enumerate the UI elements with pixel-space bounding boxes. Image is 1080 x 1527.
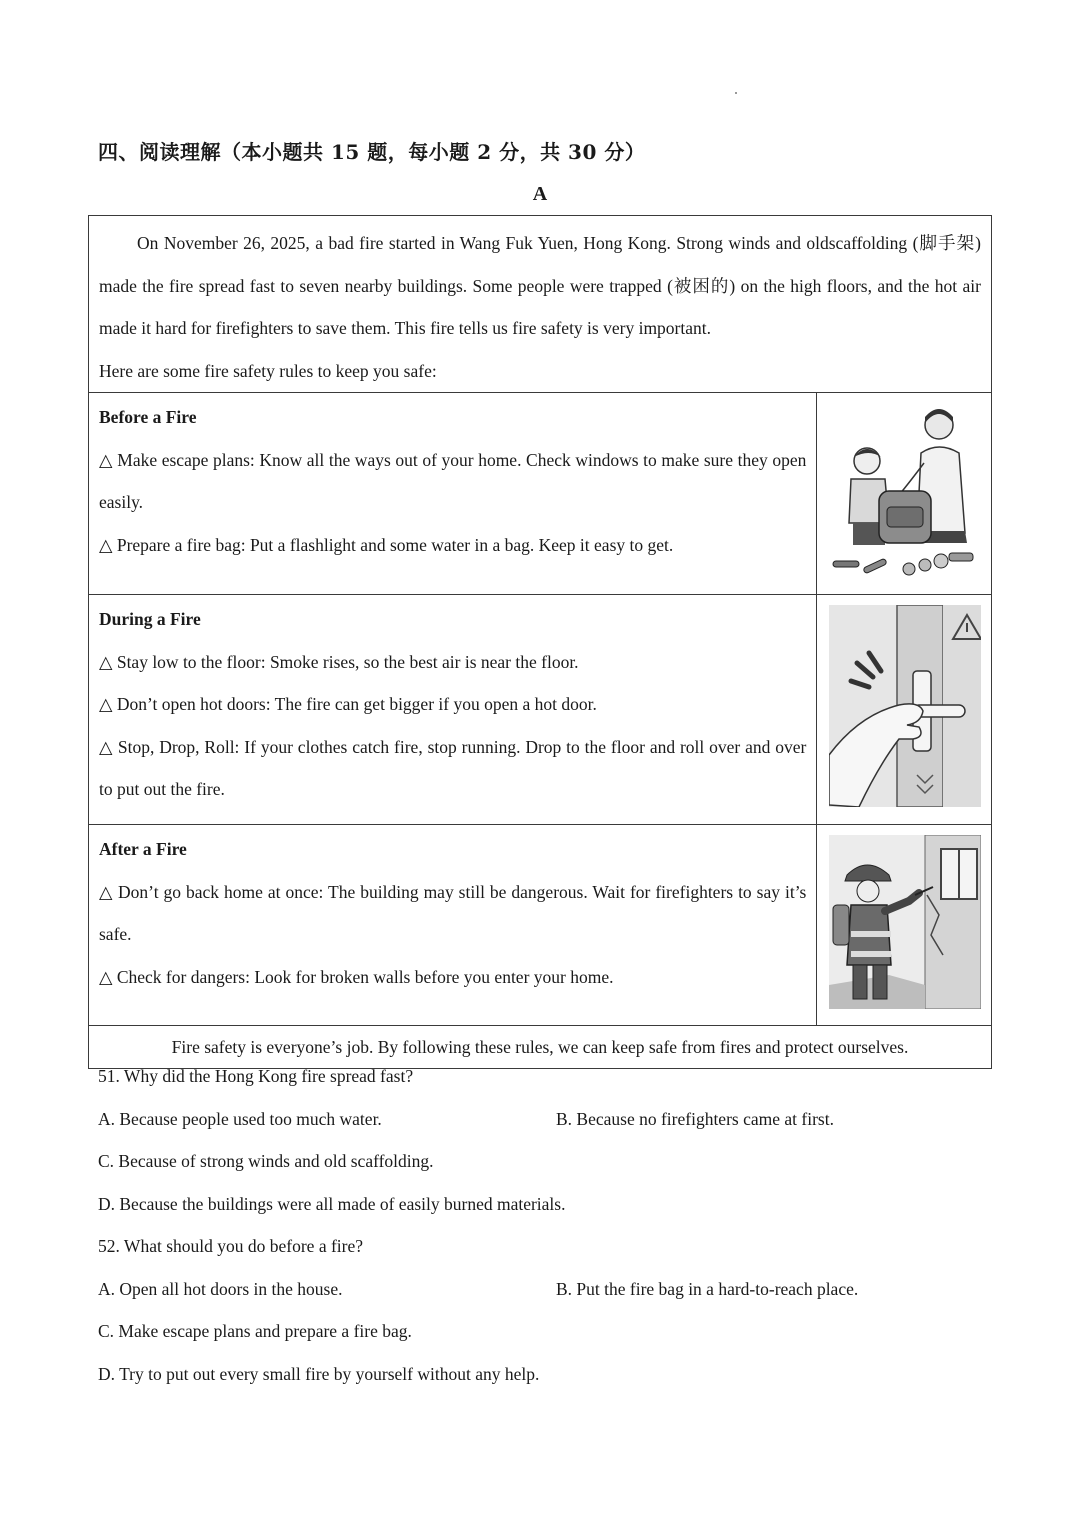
- intro-paragraph: On November 26, 2025, a bad fire started in Wang Fuk Yuen, Hong Kong. Strong winds and oldscaffolding (脚手架) made the fire spread fast to seven nearby buildings. Some people were trapped (被困的) on the high floors, and the hot air made it hard for firefighters to save them. This fire tells us fire safety is very important.: [99, 233, 981, 338]
- rule-item: △ Don’t open hot doors: The fire can get bigger if you open a hot door.: [99, 694, 597, 714]
- rule-item: △ Prepare a fire bag: Put a flashlight and some water in a bag. Keep it easy to get.: [99, 534, 674, 555]
- rule-item: △ Make escape plans: Know all the ways out of your home. Check windows to make sure they open easily.: [99, 449, 807, 512]
- section-image-cell: [817, 825, 992, 1026]
- intro-lead: Here are some fire safety rules to keep you safe:: [99, 360, 437, 381]
- section-row-during: [89, 595, 992, 825]
- rule-item: △ Stop, Drop, Roll: If your clothes catch fire, stop running. Drop to the floor and roll over and over to put out the fire.: [99, 736, 807, 799]
- section-heading: 四、阅读理解（本小题共 15 题，每小题 2 分，共 30 分）: [98, 140, 646, 164]
- section-image-cell: [817, 393, 992, 595]
- section-title: Before a Fire: [99, 407, 197, 427]
- scan-artifact-dot: [735, 92, 737, 94]
- option-a: A. Open all hot doors in the house.: [98, 1278, 343, 1299]
- section-image-cell: [817, 595, 992, 825]
- option-a: A. Because people used too much water.: [98, 1108, 382, 1129]
- questions-block: [98, 1055, 998, 1395]
- section-row-after: [89, 825, 992, 1026]
- option-b: B. Because no firefighters came at first.: [556, 1108, 834, 1129]
- option-b: B. Put the fire bag in a hard-to-reach place.: [556, 1278, 859, 1299]
- section-text-before: [89, 393, 817, 595]
- closing-cell: Fire safety is everyone’s job. By following these rules, we can keep safe from fires and protect ourselves.: [89, 1026, 992, 1069]
- section-text-after: [89, 825, 817, 1026]
- option-d: D. Try to put out every small fire by yourself without any help.: [98, 1363, 540, 1384]
- rule-item: △ Don’t go back home at once: The building may still be dangerous. Wait for firefighters to say it’s safe.: [99, 881, 807, 944]
- rule-item: △ Check for dangers: Look for broken walls before you enter your home.: [99, 966, 614, 987]
- section-row-before: [89, 393, 992, 595]
- option-row: [98, 1268, 998, 1311]
- option-row: [98, 1098, 998, 1141]
- option-d: D. Because the buildings were all made of easily burned materials.: [98, 1193, 566, 1214]
- passage-table: [88, 215, 992, 1069]
- intro-cell: [89, 216, 992, 393]
- option-c: C. Make escape plans and prepare a fire bag.: [98, 1321, 412, 1341]
- rule-item: △ Stay low to the floor: Smoke rises, so the best air is near the floor.: [99, 651, 579, 672]
- section-text-during: [89, 595, 817, 825]
- fire-bag-illustration: [829, 403, 981, 583]
- question-stem: 52. What should you do before a fire?: [98, 1236, 364, 1256]
- firefighter-illustration: [829, 835, 981, 1009]
- option-c: C. Because of strong winds and old scaffolding.: [98, 1151, 434, 1171]
- section-title: After a Fire: [99, 839, 187, 859]
- section-title: During a Fire: [99, 609, 201, 629]
- passage-label: A: [532, 183, 548, 205]
- question-stem: 51. Why did the Hong Kong fire spread fast?: [98, 1066, 414, 1086]
- hot-door-illustration: [829, 605, 981, 807]
